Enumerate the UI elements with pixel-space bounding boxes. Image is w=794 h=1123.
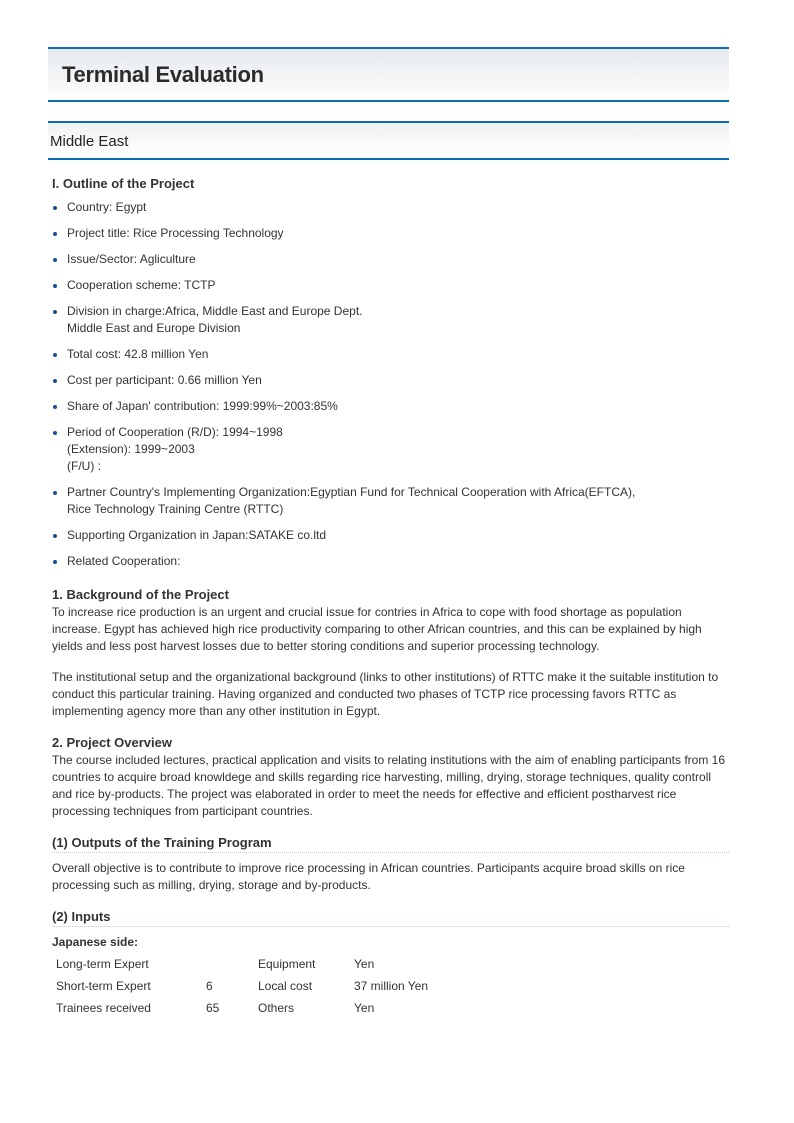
outline-item: [52, 484, 729, 518]
background-section: [52, 587, 732, 720]
table-row: [52, 975, 474, 997]
outline-item: [52, 372, 729, 389]
input-label: Local cost: [258, 979, 313, 993]
background-paragraph-2: The institutional setup and the organizational background (links to other institutions) of RTTC make it the suitable institution to conduct this particular training. Having organized and conducted two phases of TCTP rice processing favors RTTC as implementing agency more than any other institution in Egypt.: [52, 670, 719, 718]
outline-item-text: Cooperation scheme: TCTP: [67, 278, 216, 292]
region-title: Middle East: [50, 133, 129, 150]
inputs-heading: (2) Inputs: [52, 909, 729, 927]
outputs-section: [52, 835, 732, 894]
input-value: Yen: [354, 1001, 375, 1015]
input-label: Others: [258, 1001, 295, 1015]
region-banner: [48, 121, 729, 160]
bullet-icon: [53, 232, 57, 236]
outline-item: [52, 553, 729, 570]
bullet-icon: [53, 560, 57, 564]
outline-item-text: Division in charge:Africa, Middle East and Europe Dept.: [67, 304, 363, 318]
japanese-side-label: Japanese side:: [52, 935, 139, 949]
outline-item-text: Cost per participant: 0.66 million Yen: [67, 373, 262, 387]
input-label: Short-term Expert: [56, 979, 151, 993]
outline-item-text: Country: Egypt: [67, 200, 147, 214]
outline-item: [52, 277, 729, 294]
outline-heading: I. Outline of the Project: [52, 176, 195, 191]
outline-item: [52, 251, 729, 268]
outline-item-text: Project title: Rice Processing Technology: [67, 226, 284, 240]
input-label: Trainees received: [56, 1001, 151, 1015]
outputs-paragraph: Overall objective is to contribute to improve rice processing in African countries. Participants acquire broad skills on rice processing such as milling, drying, storage and by-products.: [52, 861, 685, 892]
bullet-icon: [53, 284, 57, 288]
outline-item: [52, 346, 729, 363]
table-row: [52, 953, 474, 975]
page-title: Terminal Evaluation: [62, 62, 264, 87]
outline-item: [52, 527, 729, 544]
outline-item-text: Supporting Organization in Japan:SATAKE co.ltd: [67, 528, 327, 542]
bullet-icon: [53, 534, 57, 538]
bullet-icon: [53, 379, 57, 383]
outline-item-text: (F/U) :: [67, 459, 101, 473]
overview-paragraph: The course included lectures, practical application and visits to relating institutions with the aim of enabling participants from 16 countries to acquire broad knowldege and skills regarding rice harvesting, milling, drying, storage techniques, quality controll and rice by-products. The project was elaborated in order to meet the needs for effective and efficient postharvest rice processing techniques from participant countries.: [52, 753, 726, 818]
document-page: [48, 47, 729, 1015]
bullet-icon: [53, 206, 57, 210]
outline-item-text: Issue/Sector: Agliculture: [67, 252, 196, 266]
outline-list: [52, 199, 729, 579]
table-row: [52, 997, 474, 1019]
outline-item-text: Total cost: 42.8 million Yen: [67, 347, 209, 361]
bullet-icon: [53, 258, 57, 262]
outline-item-text: Related Cooperation:: [67, 554, 181, 568]
outputs-heading: (1) Outputs of the Training Program: [52, 835, 729, 853]
bullet-icon: [53, 353, 57, 357]
outline-item: [52, 303, 729, 337]
bullet-icon: [53, 310, 57, 314]
input-value: 37 million Yen: [354, 979, 429, 993]
outline-item-text: Rice Technology Training Centre (RTTC): [67, 502, 284, 516]
outline-item: [52, 199, 729, 216]
overview-heading: 2. Project Overview: [52, 735, 172, 750]
bullet-icon: [53, 491, 57, 495]
background-paragraph-1: To increase rice production is an urgent and crucial issue for contries in Africa to cope with food shortage as population increase. Egypt has achieved high rice productivity comparing to other African countries, and this can be explained by high yields and less post harvest losses due to better storing conditions and superior processing technology.: [52, 605, 702, 653]
bullet-icon: [53, 405, 57, 409]
input-value: Yen: [354, 957, 375, 971]
outline-item-text: Middle East and Europe Division: [67, 321, 241, 335]
outline-item: [52, 225, 729, 242]
input-value: 65: [206, 1001, 220, 1015]
overview-section: [52, 735, 732, 820]
bullet-icon: [53, 431, 57, 435]
background-heading: 1. Background of the Project: [52, 587, 229, 602]
inputs-section: [52, 909, 732, 1019]
outline-item-text: (Extension): 1999~2003: [67, 442, 195, 456]
input-value: [206, 953, 258, 975]
input-value: 6: [206, 979, 213, 993]
outline-item-text: Share of Japan' contribution: 1999:99%~2003:85%: [67, 399, 338, 413]
outline-item: [52, 424, 729, 475]
inputs-table: [52, 953, 474, 1019]
input-label: Long-term Expert: [56, 957, 149, 971]
input-label: Equipment: [258, 957, 316, 971]
outline-item-text: Partner Country's Implementing Organization:Egyptian Fund for Technical Cooperation with Africa(EFTCA),: [67, 485, 636, 499]
outline-item-text: Period of Cooperation (R/D): 1994~1998: [67, 425, 283, 439]
outline-item: [52, 398, 729, 415]
title-banner: [48, 47, 729, 102]
